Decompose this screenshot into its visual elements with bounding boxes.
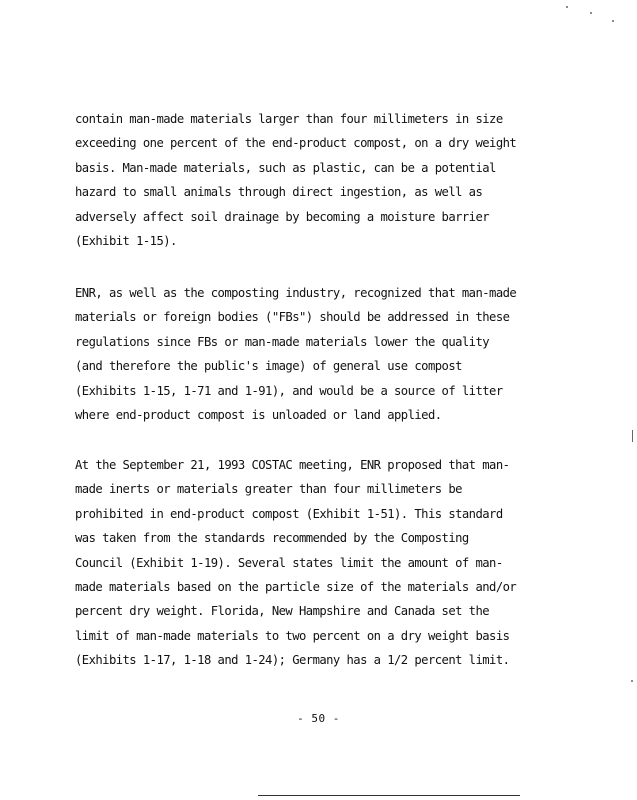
scan-speck — [566, 6, 568, 8]
text-line: (Exhibit 1-15). — [75, 233, 177, 248]
paragraph-2 — [75, 281, 575, 427]
text-line: (and therefore the public's image) of general use compost — [75, 359, 462, 374]
text-line: (Exhibits 1-15, 1-71 and 1-91), and would be a source of litter — [75, 383, 503, 398]
text-line: limit of man-made materials to two percent on a dry weight basis — [75, 628, 510, 643]
text-line: exceeding one percent of the end-product compost, on a dry weight — [75, 136, 517, 151]
text-line: percent dry weight. Florida, New Hampshire and Canada set the — [75, 604, 490, 619]
paragraph-3 — [75, 453, 575, 673]
text-line: made inerts or materials greater than four millimeters be — [75, 482, 462, 497]
text-line: basis. Man-made materials, such as plastic, can be a potential — [75, 160, 496, 175]
text-line: was taken from the standards recommended by the Composting — [75, 531, 469, 546]
text-line: At the September 21, 1993 COSTAC meeting, ENR proposed that man- — [75, 458, 510, 472]
text-line: ENR, as well as the composting industry, recognized that man-made — [75, 286, 517, 300]
text-line: contain man-made materials larger than four millimeters in size — [75, 112, 503, 126]
text-line: adversely affect soil drainage by becoming a moisture barrier — [75, 209, 490, 224]
text-line: prohibited in end-product compost (Exhibit 1-51). This standard — [75, 506, 503, 521]
text-line: where end-product compost is unloaded or land applied. — [75, 407, 442, 422]
scan-speck — [590, 12, 592, 14]
paragraph-1 — [75, 107, 575, 253]
scan-speck — [632, 430, 633, 442]
scan-speck — [631, 680, 633, 682]
text-line: Council (Exhibit 1-19). Several states limit the amount of man- — [75, 555, 503, 570]
text-line: regulations since FBs or man-made materials lower the quality — [75, 334, 490, 349]
text-line: materials or foreign bodies ("FBs") should be addressed in these — [75, 310, 510, 325]
footer-rule — [258, 795, 520, 796]
text-line: made materials based on the particle size of the materials and/or — [75, 579, 517, 594]
page-number: - 50 - — [297, 712, 340, 725]
text-line: (Exhibits 1-17, 1-18 and 1-24); Germany has a 1/2 percent limit. — [75, 653, 510, 668]
text-line: hazard to small animals through direct ingestion, as well as — [75, 185, 483, 200]
scan-speck — [612, 20, 614, 22]
